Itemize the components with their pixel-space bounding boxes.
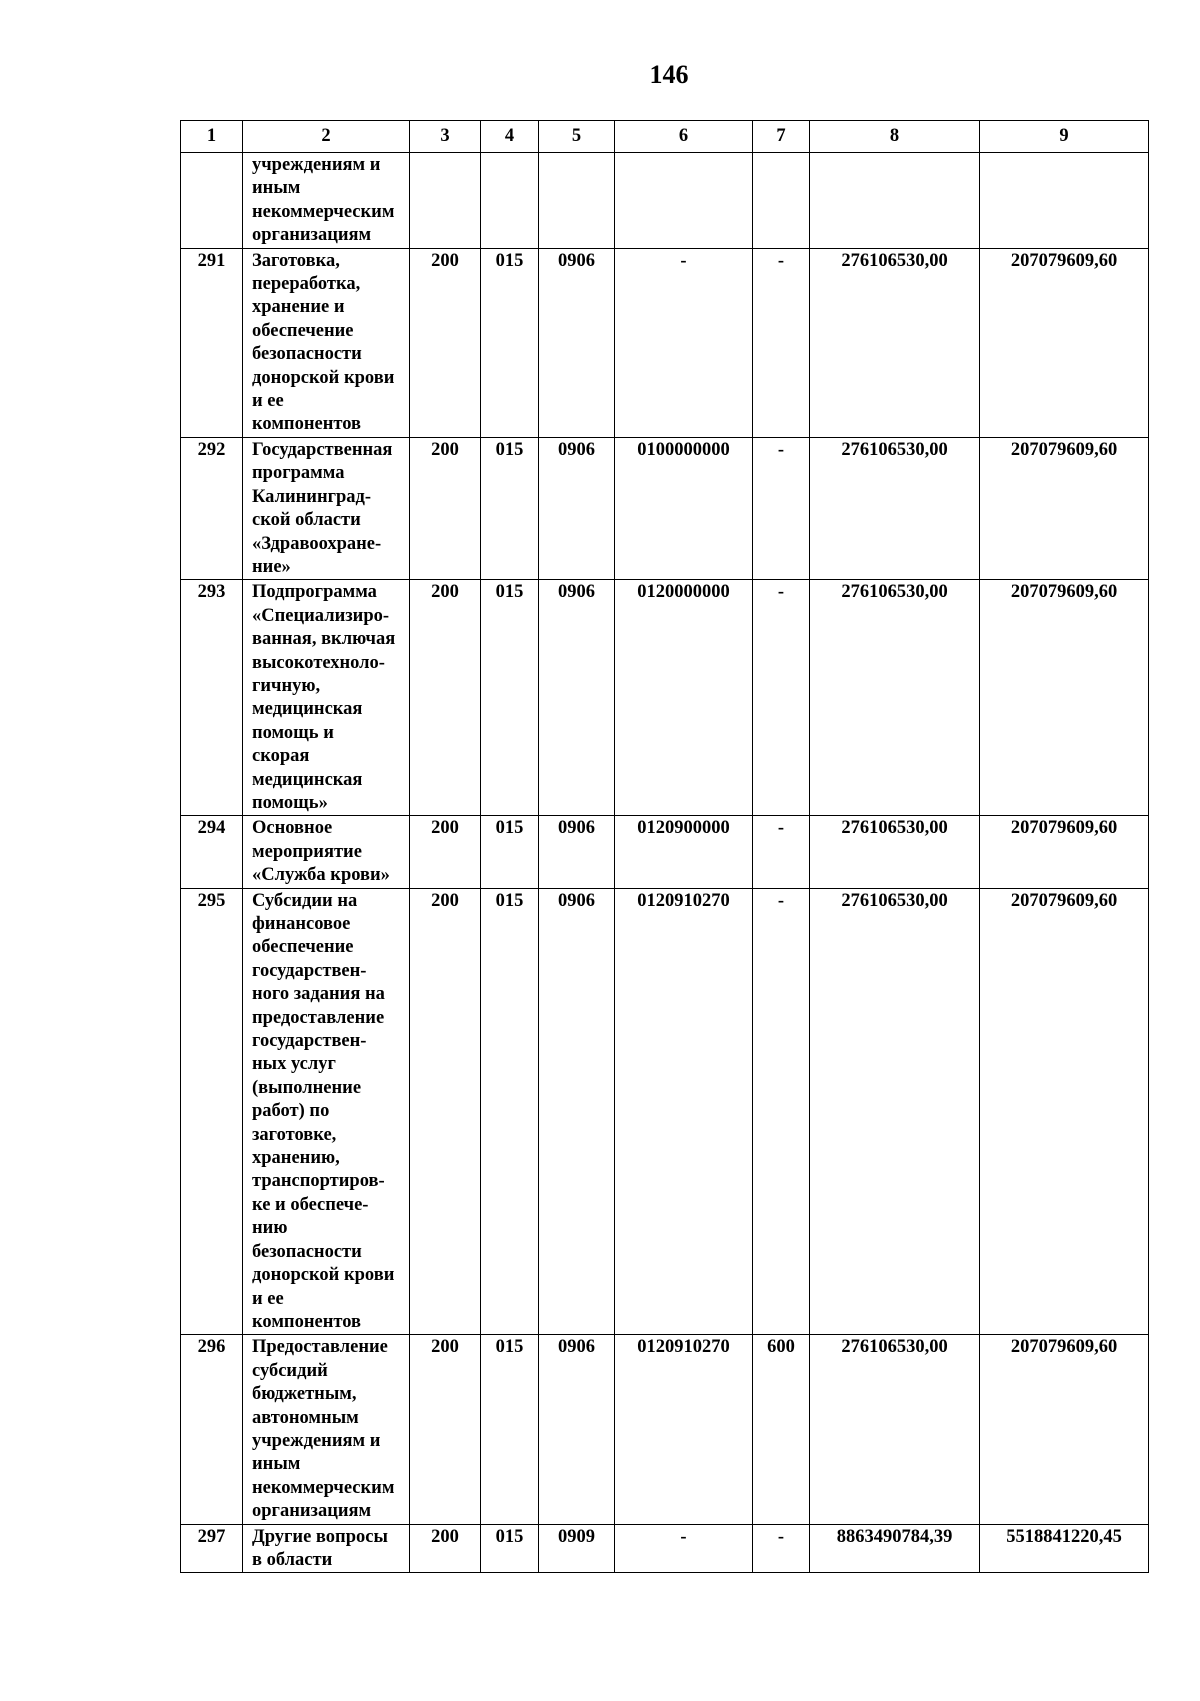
cell-col9: 207079609,60	[980, 248, 1149, 437]
cell-col5: 0906	[539, 248, 615, 437]
row-name-line: нию	[252, 1218, 288, 1239]
table-row	[181, 580, 1149, 816]
cell-col7: -	[753, 580, 810, 816]
row-name-line: транспортиров-	[252, 1171, 385, 1192]
row-name-line: хранению,	[252, 1148, 340, 1169]
cell-col4: 015	[481, 248, 539, 437]
cell-col4	[481, 153, 539, 249]
row-name	[243, 1335, 410, 1524]
cell-col9: 5518841220,45	[980, 1524, 1149, 1573]
cell-col8: 276106530,00	[810, 816, 980, 888]
row-name-line: Государственная	[252, 439, 393, 460]
row-name-line: Предоставление	[252, 1337, 388, 1358]
cell-col3: 200	[410, 248, 481, 437]
row-name-line: Заготовка,	[252, 250, 340, 271]
cell-col6	[615, 153, 753, 249]
cell-col3: 200	[410, 888, 481, 1335]
row-number: 293	[181, 580, 243, 816]
row-name-line: гичную,	[252, 675, 321, 696]
cell-col5: 0906	[539, 1335, 615, 1524]
budget-table	[180, 120, 1149, 1573]
column-header: 6	[615, 121, 753, 153]
row-name-line: Субсидии на	[252, 890, 358, 911]
row-name-line: и ее	[252, 1288, 284, 1309]
table-row	[181, 888, 1149, 1335]
table-body	[181, 153, 1149, 1573]
cell-col9: 207079609,60	[980, 1335, 1149, 1524]
cell-col8: 276106530,00	[810, 580, 980, 816]
row-name-line: организациям	[252, 1501, 372, 1522]
row-name-line: медицинская	[252, 699, 363, 720]
cell-col6: 0100000000	[615, 437, 753, 579]
row-name-line: государствен-	[252, 1031, 367, 1052]
row-number: 292	[181, 437, 243, 579]
cell-col4: 015	[481, 580, 539, 816]
cell-col9: 207079609,60	[980, 816, 1149, 888]
cell-col5: 0906	[539, 580, 615, 816]
column-header: 4	[481, 121, 539, 153]
row-number	[181, 153, 243, 249]
row-name-line: субсидий	[252, 1360, 328, 1381]
cell-col5: 0906	[539, 888, 615, 1335]
row-name-line: компонентов	[252, 414, 361, 435]
cell-col8: 276106530,00	[810, 888, 980, 1335]
cell-col9: 207079609,60	[980, 437, 1149, 579]
row-name-line: медицинская	[252, 769, 363, 790]
row-name-line: ке и обеспече-	[252, 1194, 369, 1215]
cell-col4: 015	[481, 1335, 539, 1524]
cell-col3: 200	[410, 1524, 481, 1573]
column-header: 2	[243, 121, 410, 153]
cell-col7: -	[753, 248, 810, 437]
row-number: 294	[181, 816, 243, 888]
row-number: 296	[181, 1335, 243, 1524]
table-row	[181, 437, 1149, 579]
cell-col6: 0120910270	[615, 1335, 753, 1524]
row-name-line: учреждениям и	[252, 1430, 381, 1451]
row-name-line: иным	[252, 1454, 301, 1475]
row-name-line: и ее	[252, 391, 284, 412]
cell-col4: 015	[481, 888, 539, 1335]
row-name-line: помощь и	[252, 722, 334, 743]
row-name-line: программа	[252, 463, 345, 484]
table-row	[181, 1335, 1149, 1524]
row-name-line: (выполнение	[252, 1077, 362, 1098]
cell-col7: -	[753, 816, 810, 888]
cell-col8	[810, 153, 980, 249]
column-header: 3	[410, 121, 481, 153]
cell-col5: 0906	[539, 437, 615, 579]
table-row	[181, 248, 1149, 437]
cell-col6: 0120900000	[615, 816, 753, 888]
row-name-line: работ) по	[252, 1101, 330, 1122]
header-row	[181, 121, 1149, 153]
row-name-line: «Специализиро-	[252, 605, 390, 626]
cell-col5: 0909	[539, 1524, 615, 1573]
row-name-line: Другие вопросы	[252, 1526, 388, 1547]
row-name	[243, 816, 410, 888]
row-name-line: донорской крови	[252, 1265, 395, 1286]
row-number: 295	[181, 888, 243, 1335]
cell-col6: 0120000000	[615, 580, 753, 816]
cell-col8: 276106530,00	[810, 248, 980, 437]
row-name-line: компонентов	[252, 1311, 361, 1332]
row-name-line: помощь»	[252, 792, 328, 813]
row-name-line: ных услуг	[252, 1054, 336, 1075]
row-name-line: иным	[252, 178, 301, 199]
row-name	[243, 1524, 410, 1573]
cell-col4: 015	[481, 1524, 539, 1573]
row-name-line: скорая	[252, 746, 310, 767]
cell-col4: 015	[481, 816, 539, 888]
column-header: 7	[753, 121, 810, 153]
cell-col9	[980, 153, 1149, 249]
row-name-line: некоммерческим	[252, 1477, 395, 1498]
cell-col6: -	[615, 1524, 753, 1573]
cell-col4: 015	[481, 437, 539, 579]
cell-col7: -	[753, 888, 810, 1335]
cell-col9: 207079609,60	[980, 888, 1149, 1335]
row-name	[243, 153, 410, 249]
row-name-line: заготовке,	[252, 1124, 337, 1145]
row-name-line: автономным	[252, 1407, 359, 1428]
row-name-line: ванная, включая	[252, 629, 396, 650]
row-name-line: мероприятие	[252, 841, 362, 862]
row-name	[243, 580, 410, 816]
row-name-line: ного задания на	[252, 984, 385, 1005]
row-name-line: финансовое	[252, 914, 351, 934]
cell-col7	[753, 153, 810, 249]
row-name-line: Основное	[252, 818, 333, 839]
cell-col7: -	[753, 437, 810, 579]
cell-col7: 600	[753, 1335, 810, 1524]
row-name	[243, 888, 410, 1335]
row-number: 297	[181, 1524, 243, 1573]
table-row	[181, 816, 1149, 888]
page-number: 146	[649, 60, 689, 89]
cell-col6: 0120910270	[615, 888, 753, 1335]
row-name-line: безопасности	[252, 344, 362, 365]
row-name	[243, 437, 410, 579]
cell-col9: 207079609,60	[980, 580, 1149, 816]
cell-col8: 276106530,00	[810, 1335, 980, 1524]
column-header: 8	[810, 121, 980, 153]
row-name-line: «Здравоохране-	[252, 533, 382, 554]
column-header: 9	[980, 121, 1149, 153]
row-name-line: донорской крови	[252, 367, 395, 388]
cell-col3: 200	[410, 1335, 481, 1524]
column-header: 1	[181, 121, 243, 153]
row-name-line: «Служба крови»	[252, 865, 390, 886]
row-name-line: государствен-	[252, 960, 367, 981]
row-name-line: некоммерческим	[252, 201, 395, 222]
cell-col8: 276106530,00	[810, 437, 980, 579]
column-header: 5	[539, 121, 615, 153]
cell-col5	[539, 153, 615, 249]
cell-col3: 200	[410, 437, 481, 579]
row-name-line: высокотехноло-	[252, 652, 385, 673]
cell-col3	[410, 153, 481, 249]
row-name-line: обеспечение	[252, 320, 354, 341]
row-number: 291	[181, 248, 243, 437]
row-name-line: ние»	[252, 556, 291, 577]
row-name	[243, 248, 410, 437]
row-name-line: организациям	[252, 225, 372, 246]
cell-col8: 8863490784,39	[810, 1524, 980, 1573]
row-name-line: хранение и	[252, 297, 345, 318]
row-name-line: переработка,	[252, 274, 361, 295]
row-name-line: предоставление	[252, 1007, 385, 1028]
table-row	[181, 153, 1149, 249]
row-name-line: в области	[252, 1549, 333, 1570]
cell-col7: -	[753, 1524, 810, 1573]
row-name-line: безопасности	[252, 1241, 362, 1262]
cell-col5: 0906	[539, 816, 615, 888]
table-row	[181, 1524, 1149, 1573]
cell-col3: 200	[410, 816, 481, 888]
cell-col6: -	[615, 248, 753, 437]
row-name-line: Калининград-	[252, 486, 372, 507]
row-name-line: ской области	[252, 510, 361, 531]
row-name-line: учреждениям и	[252, 155, 381, 175]
row-name-line: Подпрограмма	[252, 582, 377, 603]
row-name-line: бюджетным,	[252, 1384, 357, 1405]
cell-col3: 200	[410, 580, 481, 816]
row-name-line: обеспечение	[252, 937, 354, 958]
